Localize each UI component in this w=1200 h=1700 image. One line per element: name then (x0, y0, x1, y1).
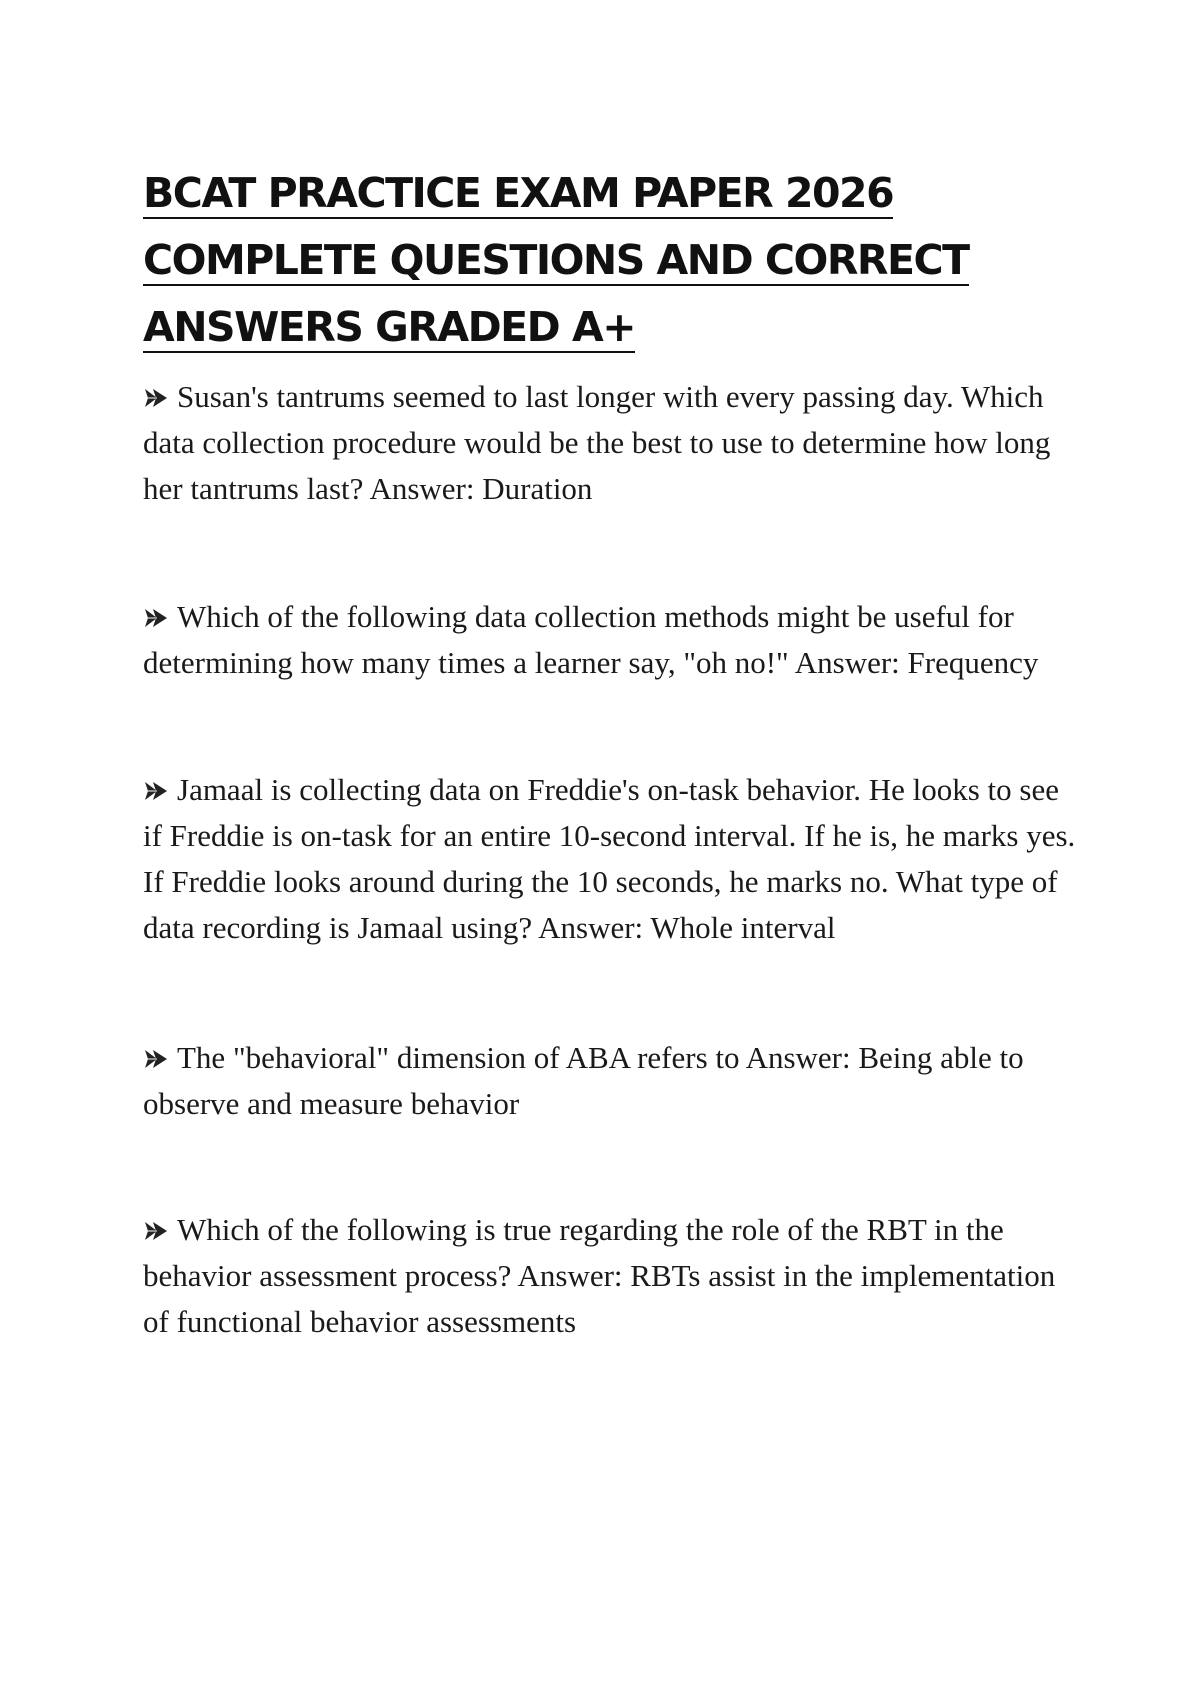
document-title (143, 160, 1043, 361)
question-text: Jamaal is collecting data on Freddie's on-task behavior. He looks to see if Freddie is on-task for an entire 10-second interval. If he is, he marks yes. If Freddie looks around during the 10 seconds, he marks no. What type of data recording is Jamaal using? (143, 772, 1076, 945)
double-chevron-right-icon (143, 1220, 169, 1242)
double-chevron-right-icon (143, 1048, 169, 1070)
qa-item-3 (143, 767, 1083, 951)
qa-item-2 (143, 594, 1083, 686)
answer-label: Answer: (538, 910, 644, 945)
question-text: Susan's tantrums seemed to last longer with every passing day. Which data collection procedure would be the best to use to determine how long her tantrums last? (143, 379, 1051, 506)
double-chevron-right-icon (143, 387, 169, 409)
qa-item-5 (143, 1207, 1083, 1345)
question-text: The "behavioral" dimension of ABA refers to (177, 1040, 740, 1075)
double-chevron-right-icon (143, 607, 169, 629)
answer-text: RBTs assist in the implementation of functional behavior assessments (143, 1258, 1056, 1339)
question-text: Which of the following is true regarding the role of the RBT in the behavior assessment process? (143, 1212, 1004, 1293)
qa-item-1 (143, 374, 1083, 512)
answer-text: Whole interval (650, 910, 836, 945)
answer-label: Answer: (517, 1258, 623, 1293)
title-line-2: COMPLETE QUESTIONS AND CORRECT (143, 236, 969, 284)
answer-label: Answer: (745, 1040, 851, 1075)
answer-label: Answer: (369, 471, 475, 506)
title-line-1: BCAT PRACTICE EXAM PAPER 2026 (143, 169, 894, 217)
answer-label: Answer: (794, 645, 900, 680)
answer-text: Being able to observe and measure behavior (143, 1040, 1024, 1121)
qa-item-4 (143, 1035, 1083, 1127)
double-chevron-right-icon (143, 780, 169, 802)
answer-text: Frequency (907, 645, 1039, 680)
question-text: Which of the following data collection methods might be useful for determining how many times a learner say, "oh no!" (143, 599, 1014, 680)
answer-text: Duration (482, 471, 593, 506)
title-line-3: ANSWERS GRADED A+ (143, 303, 636, 351)
